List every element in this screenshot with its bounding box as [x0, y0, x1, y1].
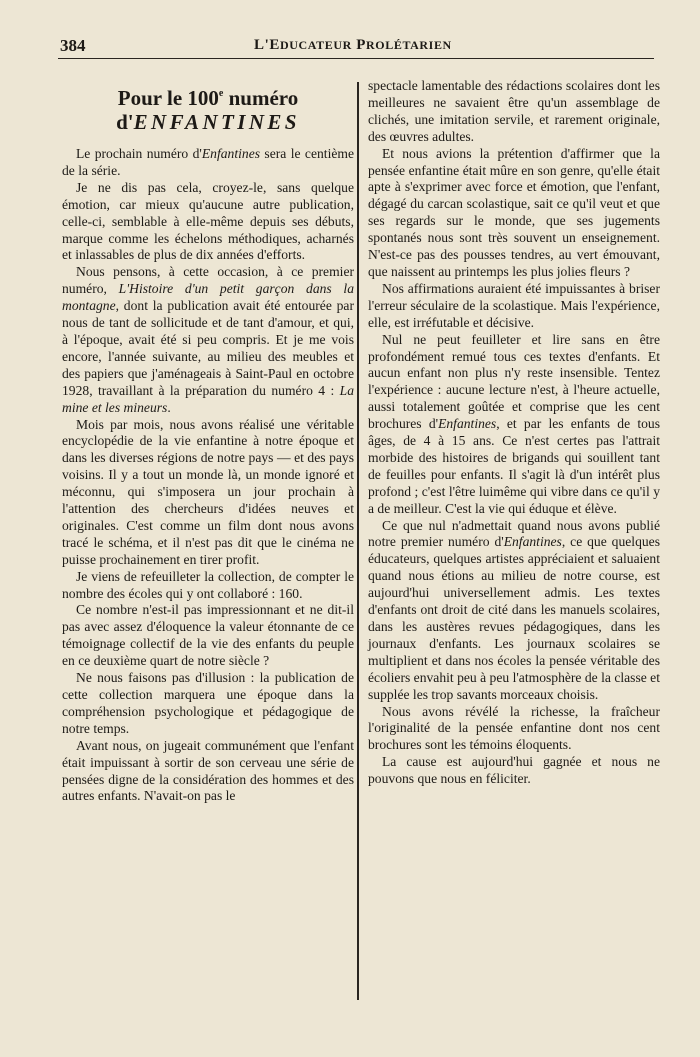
- text-run: Ce que nul n'admettait quand nous avons publié notre premier numéro d': [368, 517, 660, 550]
- italic-title: L'Histoire d'un petit garçon dans la montagne: [62, 281, 354, 314]
- italic-title: La mine et les mineurs: [62, 382, 354, 415]
- text-run: sera le centième de la série.: [62, 146, 354, 178]
- paragraph: [62, 569, 354, 603]
- text-run: Je ne dis pas cela, croyez-le, sans quelque émotion, car mieux qu'aucune autre publication, celle-ci, semblable à elle-même depuis ses débuts, marque comme les échelons méthodiques, acharnés et inlassables de plus de dix années d'efforts.: [62, 179, 354, 263]
- text-run: Nul ne peut feuilleter et lire sans en être profondément remué tous ces textes d'enfants. Et aucun enfant non plus n'y reste insensible. Tentez l'expérience : aucune lecture n'est, à l'heure actuelle, aussi totalement goûtée et comprise que les cent brochures d': [368, 331, 660, 432]
- paragraph: [368, 146, 660, 281]
- paragraph: [62, 670, 354, 738]
- left-body: [62, 146, 354, 805]
- title-text: Pour le 100: [117, 86, 219, 110]
- journal-title-part: P: [351, 37, 367, 53]
- column-divider: [357, 82, 359, 1000]
- text-run: Ce nombre n'est-il pas impressionnant et ne dit-il pas avec assez d'éloquence la valeur étonnante de ce témoignage collectif de la vie des enfants du peuple en ce deuxième quart de notre siècle ?: [62, 602, 354, 669]
- paragraph: [62, 602, 354, 670]
- text-run: Nous pensons, à cette occasion, à ce premier numéro,: [62, 264, 354, 297]
- journal-title-part: ROLÉTARIEN: [366, 38, 452, 52]
- title-line-1: [62, 82, 354, 110]
- page-number: 384: [60, 36, 86, 55]
- paragraph: [62, 146, 354, 180]
- title-text: d': [116, 110, 134, 134]
- title-line-2: [62, 110, 354, 134]
- text-run: Avant nous, on jugeait communément que l'enfant était impuissant à sortir de son cerveau une série de pensées digne de la considération des hommes et des autres enfants. N'avait-on pas le: [62, 737, 354, 804]
- journal-title-part: L'E: [254, 37, 280, 53]
- text-run: Nous avons révélé la richesse, la fraîcheur l'originalité de la pensée enfantine dont nos cent brochures sont les témoins éloquents.: [368, 703, 660, 753]
- text-run: Le prochain numéro d': [76, 146, 202, 161]
- text-run: spectacle lamentable des rédactions scolaires dont les meilleures ne savaient être qu'un assemblage de clichés, une imitation servile, et rarement originale, des œuvres adultes.: [368, 78, 660, 144]
- text-run: Et nous avions la prétention d'affirmer que la pensée enfantine était mûre en son genre, qu'elle était apte à s'exprimer avec force et émotion, que l'enfant, dégagé du carcan scolastique, sait ce qu'il veut et que ses regards sur le monde, que ses jugements spontanés nous sont très souvent un enseignement. N'est-ce pas des pousses tendres, au vert émouvant, que naissent au printemps les plus jolies fleurs ?: [368, 145, 660, 279]
- journal-title-part: DUCATEUR: [279, 38, 352, 52]
- paragraph: [368, 332, 660, 518]
- paragraph: [62, 417, 354, 569]
- text-run: Je viens de refeuilleter la collection, de compter le nombre des écoles qui y ont collaboré : 160.: [62, 568, 354, 601]
- title-publication-name: ENFANTINES: [133, 110, 300, 134]
- text-run: , et par les enfants de tous âges, de 4 à 15 ans. Ce n'est certes pas l'attrait morbide des histoires de brigands qui souillent tant de feuilles pour enfants. Il s'agit là d'un intérêt plus profond ; c'est l'être luimême qui vibre dans ce qu'il y a de meilleur. C'est la vie qui éduque et élève.: [368, 416, 660, 516]
- text-run: Mois par mois, nous avons réalisé une véritable encyclopédie de la vie enfantine à notre époque et dans les diverses régions de notre pays — et des pays voisins. Il y a tout un monde là, un monde ignoré et méconnu, qui s'imposera un jour prochain à l'attention des chercheurs d'idées neuves et originales. C'est comme un film dont nous avons tracé le schéma, et il n'est pas dit que le cinéma ne puisse prochainement en tirer profit.: [62, 416, 354, 567]
- paragraph: [62, 264, 354, 416]
- italic-title: Enfantines: [438, 416, 497, 432]
- paragraph: [368, 281, 660, 332]
- italic-title: Enfantines: [201, 146, 261, 161]
- paragraph: [62, 180, 354, 265]
- paragraph: [368, 78, 660, 146]
- text-run: Ne nous faisons pas d'illusion : la publication de cette collection marquera une époque dans la compréhension psychologique et pédagogique de notre temps.: [62, 670, 354, 736]
- journal-title: [254, 37, 452, 54]
- paragraph: [368, 518, 660, 704]
- text-run: Nos affirmations auraient été impuissantes à briser l'erreur séculaire de la scolastique. Mais l'expérience, elle, est irréfutable et décisive.: [368, 280, 660, 330]
- text-run: , ce que quelques éducateurs, quelques artistes appréciaient et saluaient quand nous étions au milieu de notre course, est aujourd'hui universellement admis. Les textes d'enfants ont droit de cité dans les manuels scolaires, dans les austères revues pédagogiques, dans les journaux d'enfants. Les journaux scolaires se multiplient et dans nos écoles la pensée véritable des écoliers envahit peu à peu l'atmosphère de la classe et supplée les trop savants morceaux choisis.: [368, 534, 660, 702]
- text-run: .: [167, 399, 171, 415]
- text-run: La cause est aujourd'hui gagnée et nous ne pouvons que nous en féliciter.: [368, 754, 660, 787]
- italic-title: Enfantines: [503, 534, 562, 550]
- title-text: numéro: [223, 86, 299, 110]
- left-column: [62, 76, 354, 805]
- running-header: [58, 36, 654, 59]
- paragraph: [368, 704, 660, 755]
- article-title: [62, 82, 354, 134]
- text-run: , dont la publication avait été entourée par nous de tant de sollicitude et de tant d'amour, et qui, à l'époque, avait été si peu compris. Et je me vois encore, l'année suivante, au milieu des meubles et des papiers que j'aménageais à Saint-Paul en octobre 1928, travaillant à la préparation du numéro 4 :: [62, 298, 354, 398]
- right-column: [368, 78, 660, 788]
- paragraph: [368, 754, 660, 788]
- title-superscript: e: [218, 88, 224, 99]
- paragraph: [62, 738, 354, 806]
- right-body: [368, 78, 660, 788]
